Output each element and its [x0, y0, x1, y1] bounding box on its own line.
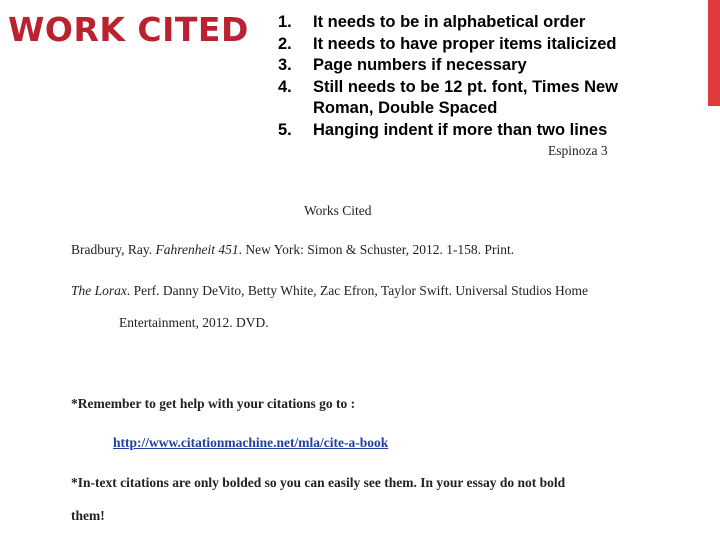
rule-text: Still needs to be 12 pt. font, Times New Roman, Double Spaced	[313, 77, 619, 117]
citation-help-note: *Remember to get help with your citations go to :	[71, 396, 356, 411]
rule-item	[278, 12, 678, 34]
rule-number: 1.	[278, 13, 292, 31]
rule-text: Page numbers if necessary	[313, 56, 527, 74]
citation-title: Fahrenheit 451	[155, 242, 239, 257]
rule-number: 4.	[278, 77, 292, 96]
rules-list	[278, 12, 678, 141]
accent-bar	[708, 0, 720, 106]
citation-machine-link[interactable]: http://www.citationmachine.net/mla/cite-a-book	[113, 435, 389, 450]
citation-details: . Perf. Danny DeVito, Betty White, Zac Efron, Taylor Swift. Universal Studios Home	[126, 283, 589, 298]
citation-entry	[71, 242, 514, 258]
citation-details: . New York: Simon & Schuster, 2012. 1-158. Print.	[238, 242, 515, 257]
rule-text: It needs to be in alphabetical order	[313, 13, 586, 31]
rule-item	[278, 34, 678, 56]
rule-text: Hanging indent if more than two lines	[313, 120, 608, 139]
rule-item	[278, 77, 678, 120]
in-text-note: *In-text citations are only bolded so you can easily see them. In your essay do not bold	[71, 475, 566, 490]
works-cited-heading: Works Cited	[304, 203, 372, 218]
in-text-note-continued: them!	[71, 508, 105, 523]
slide-title: WORK CITED	[8, 10, 249, 49]
rule-text: It needs to have proper items italicized	[313, 34, 617, 53]
rule-number: 5.	[278, 120, 292, 139]
rule-item	[278, 55, 678, 77]
rule-number: 2.	[278, 34, 292, 53]
rule-item	[278, 120, 678, 142]
citation-entry	[71, 283, 588, 299]
citation-author: Bradbury, Ray.	[71, 242, 156, 257]
rule-number: 3.	[278, 56, 292, 74]
citation-title: The Lorax	[71, 283, 127, 298]
citation-hanging-indent: Entertainment, 2012. DVD.	[119, 315, 269, 330]
doc-page-header: Espinoza 3	[548, 143, 608, 158]
